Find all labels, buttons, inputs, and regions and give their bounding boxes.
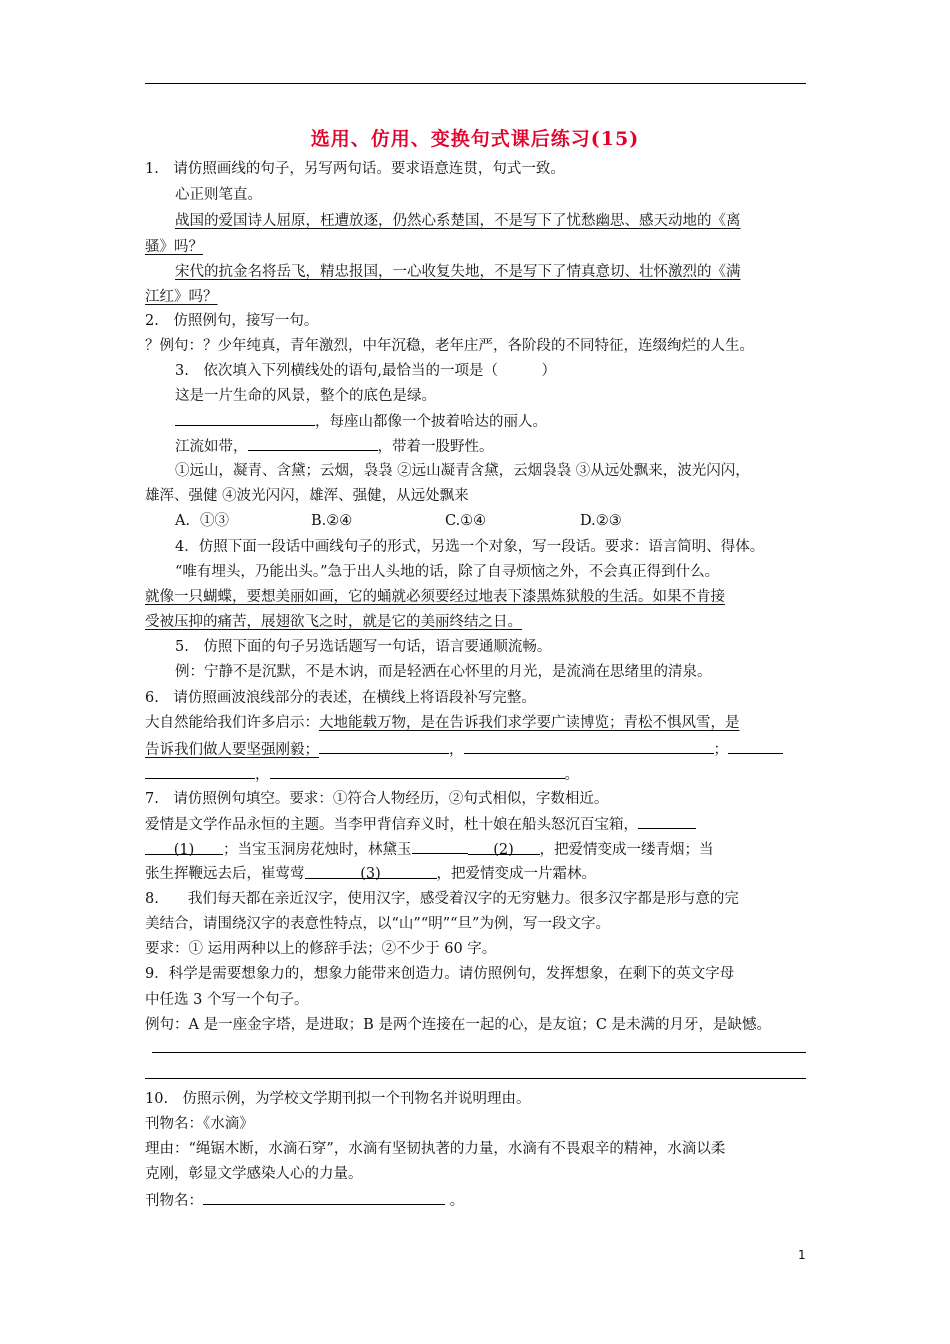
q3-options-1: ①远山，凝青、含黛；云烟，袅袅 ②远山凝青含黛，云烟袅袅 ③从远处飘来，波光闪闪， [175, 463, 750, 479]
q3-choice-a: A．①③ [175, 513, 229, 529]
q6-line2: 告诉我们做人要坚强刚毅； ， ； [145, 739, 783, 760]
header-rule [145, 83, 806, 84]
q6-blank-4[interactable] [270, 764, 565, 779]
q7-line1: 爱情是文学作品永恒的主题。当李甲背信弃义时，杜十娘在船头怒沉百宝箱， [145, 814, 696, 835]
q7-blank-1a[interactable] [638, 814, 696, 829]
q6-blank-3a[interactable] [728, 739, 783, 754]
q9-prompt: 9．科学是需要想象力的，想象力能带来创造力。请仿照例句，发挥想象，在剩下的英文字母 [145, 966, 735, 982]
q3-choice-c: C.①④ [445, 513, 487, 529]
q8-requirement: 要求：① 运用两种以上的修辞手法；②不少于 60 字。 [145, 941, 497, 957]
q6-line3: ， 。 [145, 764, 579, 785]
q5-prompt: 5. 仿照下面的句子另选话题写一句话，语言要通顺流畅。 [175, 639, 552, 655]
q6-line1: 大自然能给我们许多启示：大地能载万物，是在告诉我们求学要广读博览；青松不惧风雪，是 [145, 715, 740, 731]
q3-blank-1[interactable] [175, 411, 315, 426]
q7-blank-2[interactable]: (2) [468, 840, 540, 855]
q2-example: ？例句：？少年纯真，青年激烈，中年沉稳，老年庄严，各阶段的不同特征，连缀绚烂的人生。 [145, 338, 754, 354]
q8-prompt: 8. 我们每天都在亲近汉字，使用汉字，感受着汉字的无穷魅力。很多汉字都是形与意的完 [145, 891, 739, 907]
q5-example: 例：宁静不是沉默，不是木讷，而是轻洒在心怀里的月光，是流淌在思绪里的清泉。 [175, 664, 712, 680]
q3-line3: 江流如带， ，带着一股野性。 [175, 436, 494, 457]
q3-options-2: 雄浑、强健 ④波光闪闪，雄浑、强健，从远处飘来 [145, 488, 469, 504]
q4-line3: 受被压抑的痛苦，展翅欲飞之时，就是它的美丽终结之日。 [145, 614, 522, 630]
page-title: 选用、仿用、变换句式课后练习(15) [310, 128, 640, 150]
q8-line2: 美结合，请围绕汉字的表意性特点，以“山”“明”“旦”为例，写一段文字。 [145, 916, 610, 932]
q7-line2: (1) ；当宝玉洞房花烛时，林黛玉 (2) ，把爱情变成一缕青烟；当 [145, 839, 714, 860]
q10-reason-1: 理由：“绳锯木断，水滴石穿”，水滴有坚韧执著的力量，水滴有不畏艰辛的精神，水滴以柔 [145, 1141, 726, 1157]
q7-blank-3[interactable]: (3) [305, 864, 437, 879]
q6-blank-3b[interactable] [145, 764, 255, 779]
q10-reason-2: 克刚，彰显文学感染人心的力量。 [145, 1166, 363, 1182]
q10-example-name: 刊物名：《水滴》 [145, 1116, 254, 1132]
q1-sentence1-b: 骚》吗？ [145, 239, 203, 255]
q3-prompt: 3. 依次填入下列横线处的语句,最恰当的一项是（ ） [175, 363, 556, 379]
q1-given: 心正则笔直。 [175, 187, 262, 203]
q7-prompt: 7. 请仿照例句填空。要求：①符合人物经历，②句式相似，字数相近。 [145, 791, 609, 807]
q1-sentence2-b: 江红》吗？ [145, 289, 218, 305]
q9-answer-line-2[interactable] [145, 1078, 806, 1079]
q3-line1: 这是一片生命的风景，整个的底色是绿。 [175, 388, 436, 404]
q2-prompt: 2. 仿照例句，接写一句。 [145, 313, 319, 329]
q7-line3: 张生挥鞭远去后，崔莺莺 (3) ，把爱情变成一片霜林。 [145, 866, 596, 882]
q6-blank-1[interactable] [319, 739, 449, 754]
q1-sentence1-a: 战国的爱国诗人屈原，枉遭放逐，仍然心系楚国，不是写下了忧愁幽思、感天动地的《离 [175, 213, 741, 229]
q7-blank-1[interactable]: (1) [145, 840, 223, 855]
q3-choice-b: B.②④ [311, 513, 353, 529]
q9-answer-line-1[interactable] [152, 1052, 806, 1053]
q1-sentence2-a: 宋代的抗金名将岳飞，精忠报国，一心收复失地，不是写下了情真意切、壮怀激烈的《满 [175, 264, 741, 280]
q10-answer: 刊物名： 。 [145, 1190, 464, 1211]
q4-prompt: 4．仿照下面一段话中画线句子的形式，另选一个对象，写一段话。要求：语言简明、得体。 [175, 539, 765, 555]
q10-answer-blank[interactable] [203, 1190, 445, 1205]
q3-choice-d: D.②③ [580, 513, 622, 529]
q1-prompt: 1. 请仿照画线的句子，另写两句话。要求语意连贯，句式一致。 [145, 161, 565, 177]
q6-prompt: 6. 请仿照画波浪线部分的表述，在横线上将语段补写完整。 [145, 690, 536, 706]
page-number: 1 [798, 1248, 806, 1262]
q3-blank-2[interactable] [248, 436, 378, 451]
q10-prompt: 10. 仿照示例，为学校文学期刊拟一个刊物名并说明理由。 [145, 1091, 531, 1107]
q7-blank-2a[interactable] [412, 839, 468, 854]
q9-line2: 中任选 3 个写一个句子。 [145, 992, 309, 1008]
q6-blank-2[interactable] [464, 739, 714, 754]
q9-example: 例句：A 是一座金字塔，是进取；B 是两个连接在一起的心，是友谊；C 是未满的月牙，是缺憾。 [145, 1017, 772, 1033]
q4-line2: 就像一只蝴蝶，要想美丽如画，它的蛹就必须要经过地表下漆黑炼狱般的生活。如果不肯接 [145, 589, 725, 605]
q3-line2: ，每座山都像一个披着哈达的丽人。 [175, 411, 547, 432]
q4-line1: “唯有埋头，乃能出头。”急于出人头地的话，除了自寻烦恼之外，不会真正得到什么。 [175, 564, 720, 580]
